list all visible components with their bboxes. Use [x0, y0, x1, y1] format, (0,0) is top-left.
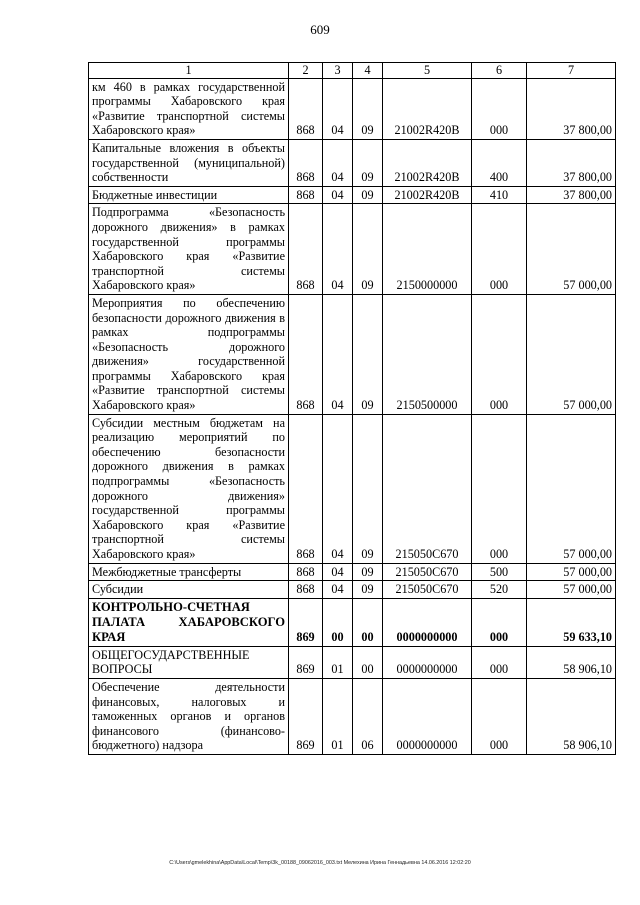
header-row — [89, 63, 616, 79]
cell-section: 04 — [323, 294, 353, 414]
cell-subsection: 09 — [353, 204, 383, 295]
column-header-3: 3 — [323, 63, 353, 79]
cell-section: 04 — [323, 186, 353, 204]
column-header-1: 1 — [89, 63, 289, 79]
cell-target-code: 0000000000 — [383, 646, 472, 678]
row-name: Бюджетные инвестиции — [89, 186, 289, 204]
row-name: Подпрограмма «Безопасность дорожного движения» в рамках государственной программы Хабаровского края «Развитие транспортной системы Хабаровского края» — [89, 204, 289, 295]
cell-subsection: 06 — [353, 678, 383, 754]
cell-expense-type: 000 — [472, 678, 527, 754]
row-name: Межбюджетные трансферты — [89, 563, 289, 581]
cell-expense-type: 000 — [472, 646, 527, 678]
row-name: КОНТРОЛЬНО-СЧЕТНАЯ ПАЛАТА ХАБАРОВСКОГО КРАЯ — [89, 598, 289, 646]
table-row — [89, 414, 616, 563]
cell-amount: 37 800,00 — [527, 186, 616, 204]
row-name: Субсидии местным бюджетам на реализацию мероприятий по обеспечению безопасности дорожного движения в рамках подпрограммы «Безопасность дорожного движения» государственной программы Хабаровского края «Развитие транспортной системы Хабаровского края» — [89, 414, 289, 563]
row-name: ОБЩЕГОСУДАРСТВЕННЫЕ ВОПРОСЫ — [89, 646, 289, 678]
table-row — [89, 678, 616, 754]
cell-amount: 58 906,10 — [527, 646, 616, 678]
cell-target-code: 0000000000 — [383, 678, 472, 754]
cell-subsection: 00 — [353, 598, 383, 646]
cell-ministry: 868 — [289, 204, 323, 295]
cell-ministry: 868 — [289, 581, 323, 599]
cell-expense-type: 000 — [472, 294, 527, 414]
cell-subsection: 09 — [353, 294, 383, 414]
column-header-7: 7 — [527, 63, 616, 79]
cell-section: 04 — [323, 414, 353, 563]
cell-amount: 57 000,00 — [527, 204, 616, 295]
table-row — [89, 598, 616, 646]
row-name: Мероприятия по обеспечению безопасности дорожного движения в рамках подпрограммы «Безопасность дорожного движения» государственной программы Хабаровского края «Развитие транспортной системы Хабаровского края» — [89, 294, 289, 414]
cell-target-code: 21002R420B — [383, 78, 472, 139]
table-row — [89, 581, 616, 599]
cell-ministry: 868 — [289, 186, 323, 204]
table-row — [89, 186, 616, 204]
cell-amount: 59 633,10 — [527, 598, 616, 646]
cell-expense-type: 520 — [472, 581, 527, 599]
cell-expense-type: 500 — [472, 563, 527, 581]
table-row — [89, 294, 616, 414]
page-number: 609 — [310, 22, 330, 37]
cell-ministry: 868 — [289, 414, 323, 563]
cell-amount: 57 000,00 — [527, 294, 616, 414]
cell-target-code: 0000000000 — [383, 598, 472, 646]
column-header-5: 5 — [383, 63, 472, 79]
cell-subsection: 09 — [353, 186, 383, 204]
cell-ministry: 868 — [289, 294, 323, 414]
cell-subsection: 09 — [353, 139, 383, 186]
cell-expense-type: 410 — [472, 186, 527, 204]
row-name: км 460 в рамках государственной программы Хабаровского края «Развитие транспортной системы Хабаровского края» — [89, 78, 289, 139]
cell-expense-type: 000 — [472, 204, 527, 295]
row-name: Обеспечение деятельности финансовых, налоговых и таможенных органов и органов финансового (финансово-бюджетного) надзора — [89, 678, 289, 754]
cell-amount: 57 000,00 — [527, 581, 616, 599]
cell-amount: 58 906,10 — [527, 678, 616, 754]
cell-section: 04 — [323, 78, 353, 139]
cell-subsection: 09 — [353, 563, 383, 581]
cell-amount: 37 800,00 — [527, 78, 616, 139]
table-row — [89, 139, 616, 186]
cell-subsection: 00 — [353, 646, 383, 678]
cell-target-code: 215050C670 — [383, 581, 472, 599]
column-header-4: 4 — [353, 63, 383, 79]
cell-amount: 37 800,00 — [527, 139, 616, 186]
table-row — [89, 78, 616, 139]
row-name: Субсидии — [89, 581, 289, 599]
table-row — [89, 646, 616, 678]
table-row — [89, 563, 616, 581]
cell-subsection: 09 — [353, 581, 383, 599]
cell-expense-type: 000 — [472, 414, 527, 563]
cell-section: 04 — [323, 563, 353, 581]
cell-ministry: 869 — [289, 598, 323, 646]
column-header-6: 6 — [472, 63, 527, 79]
document-footer: C:\Users\gmelekhina\AppData\Local\Temp\3k_00188_09062016_003.txt Мелехина Ирина Геннадьевна 14.06.2016 12:02:20 — [169, 860, 471, 866]
cell-subsection: 09 — [353, 414, 383, 563]
cell-subsection: 09 — [353, 78, 383, 139]
table-row — [89, 204, 616, 295]
cell-amount: 57 000,00 — [527, 414, 616, 563]
cell-section: 00 — [323, 598, 353, 646]
cell-ministry: 868 — [289, 563, 323, 581]
cell-ministry: 868 — [289, 78, 323, 139]
cell-amount: 57 000,00 — [527, 563, 616, 581]
cell-target-code: 215050C670 — [383, 563, 472, 581]
cell-target-code: 21002R420B — [383, 186, 472, 204]
cell-ministry: 869 — [289, 678, 323, 754]
cell-section: 01 — [323, 678, 353, 754]
cell-section: 04 — [323, 139, 353, 186]
cell-expense-type: 000 — [472, 598, 527, 646]
cell-section: 04 — [323, 581, 353, 599]
cell-section: 04 — [323, 204, 353, 295]
cell-target-code: 2150000000 — [383, 204, 472, 295]
cell-target-code: 21002R420B — [383, 139, 472, 186]
budget-table — [88, 62, 616, 755]
column-header-2: 2 — [289, 63, 323, 79]
cell-expense-type: 400 — [472, 139, 527, 186]
row-name: Капитальные вложения в объекты государственной (муниципальной) собственности — [89, 139, 289, 186]
cell-expense-type: 000 — [472, 78, 527, 139]
cell-section: 01 — [323, 646, 353, 678]
cell-target-code: 2150500000 — [383, 294, 472, 414]
cell-ministry: 868 — [289, 139, 323, 186]
cell-ministry: 869 — [289, 646, 323, 678]
table-body — [89, 78, 616, 754]
cell-target-code: 215050C670 — [383, 414, 472, 563]
